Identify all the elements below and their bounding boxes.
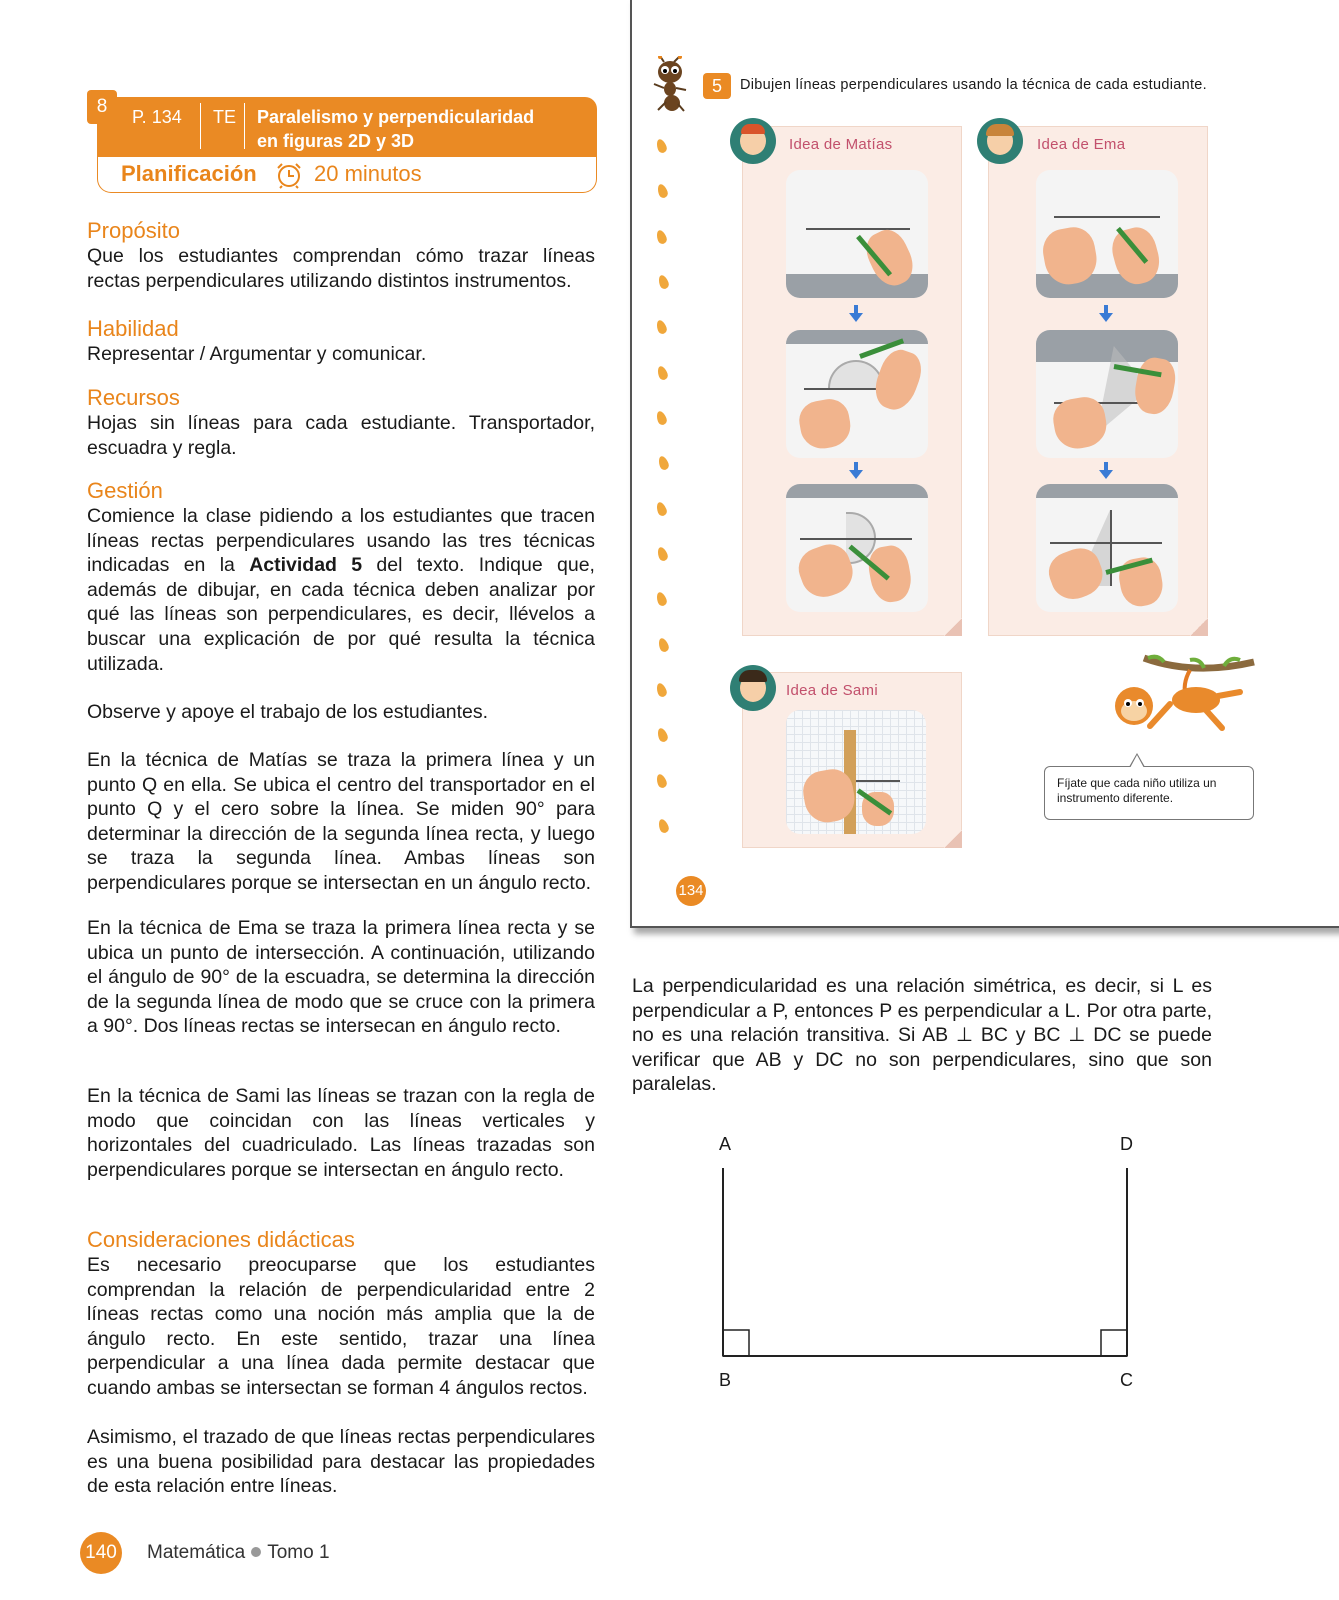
habilidad-text: Representar / Argumentar y comunicar. (87, 343, 427, 365)
ema-step-2-photo (1036, 330, 1178, 458)
arrow-down-icon (849, 313, 863, 322)
matias-step-1-photo (786, 170, 928, 298)
gestion-paragraph-5: En la técnica de Sami las líneas se trazan con la regla de modo que coincidan con las líneas verticales y horizontales del cuadriculado. Las líneas trazadas son perpendiculares porque se intersectan en ángulo recto. (87, 1085, 595, 1181)
gestion-paragraph-2: Observe y apoye el trabajo de los estudiantes. (87, 701, 489, 723)
gestion-paragraph-4: En la técnica de Ema se traza la primera línea recta y se ubica un punto de intersección. A continuación, utilizando el ángulo de 90° de la escuadra, se determina la dirección de la segunda línea de modo que se cruce con la primera a 90°. Dos líneas rectas se intersecan en ángulo recto. (87, 917, 595, 1038)
ant-mascot-icon (650, 56, 694, 112)
divider (244, 103, 245, 149)
planning-time: 20 minutos (314, 161, 422, 186)
habilidad-heading: Habilidad (87, 316, 179, 341)
sami-avatar (730, 665, 776, 711)
speech-bubble: Fíjate que cada niño utiliza un instrumento diferente. (1044, 766, 1254, 820)
planning-row (97, 157, 597, 193)
divider (200, 103, 201, 149)
monkey-mascot-icon (1104, 648, 1258, 748)
header-bar (97, 97, 597, 157)
card-ema-title: Idea de Ema (1037, 136, 1126, 153)
unit-badge: 8 (87, 90, 117, 124)
perpendicular-lines-diagram (715, 1160, 1135, 1360)
page-reference: P. 134 (132, 107, 182, 127)
point-label-d: D (1120, 1134, 1133, 1154)
activity-instruction: Dibujen líneas perpendiculares usando la técnica de cada estudiante. (740, 77, 1207, 93)
gestion-paragraph-3: En la técnica de Matías se traza la primera línea y un punto Q en ella. Se ubica el centro del transportador en el punto Q y el cero sobre la línea. Se miden 90° para determinar la dirección de la segunda línea recta, y luego se traza la segunda línea. Ambas líneas son perpendiculares porque se intersectan en un ángulo recto. (87, 749, 595, 894)
bullet-dot-icon (251, 1547, 261, 1557)
matias-avatar (730, 118, 776, 164)
arrow-down-icon (1099, 313, 1113, 322)
proposito-text: Que los estudiantes comprendan cómo trazar líneas rectas perpendiculares utilizando distintos instrumentos. (87, 245, 595, 292)
gestion-heading: Gestión (87, 478, 163, 503)
card-matias-title: Idea de Matías (789, 136, 893, 153)
sami-step-photo (786, 710, 926, 834)
planning-label: Planificación (121, 161, 257, 186)
text-type: TE (213, 107, 237, 127)
consideraciones-heading: Consideraciones didácticas (87, 1227, 355, 1252)
point-label-b: B (719, 1370, 732, 1390)
ema-step-1-photo (1036, 170, 1178, 298)
consideraciones-paragraph-2: Asimismo, el trazado de que líneas rectas perpendiculares es una buena posibilidad para destacar las propiedades de esta relación entre líneas. (87, 1426, 595, 1498)
page-number: 140 (80, 1532, 122, 1574)
point-label-c: C (1120, 1370, 1133, 1390)
book-page-number: 134 (676, 876, 706, 906)
arrow-down-icon (1099, 470, 1113, 479)
alarm-clock-icon (274, 161, 304, 189)
arrow-down-icon (849, 470, 863, 479)
proposito-heading: Propósito (87, 218, 180, 243)
recursos-heading: Recursos (87, 385, 180, 410)
point-label-a: A (719, 1134, 732, 1154)
lesson-title: Paralelismo y perpendicularidad en figuras 2D y 3D (257, 107, 535, 151)
footer-text: Matemática Tomo 1 (147, 1542, 330, 1563)
matias-step-3-photo (786, 484, 928, 612)
gestion-paragraph-1: Comience la clase pidiendo a los estudiantes que tracen líneas rectas perpendiculares usando las tres técnicas indicadas en la Actividad 5 del texto. Indique que, además de dibujar, en cada técnica deben analizar por qué las líneas son perpendiculares, es decir, llévelos a buscar una explicación de por qué resulta la técnica utilizada. (87, 505, 595, 675)
perpendicularity-note: La perpendicularidad es una relación simétrica, es decir, si L es perpendicular a P, entonces P es perpendicular a L. Por otra parte, no es una relación transitiva. Si AB ⊥ BC y BC ⊥ DC se puede verificar que AB y DC no son perpendiculares, sino que son paralelas. (632, 975, 1212, 1096)
card-sami-title: Idea de Sami (786, 682, 878, 699)
matias-step-2-photo (786, 330, 928, 458)
activity-number-badge: 5 (703, 73, 731, 99)
ema-avatar (977, 118, 1023, 164)
consideraciones-paragraph-1: Es necesario preocuparse que los estudiantes comprendan la relación de perpendicularidad entre 2 líneas rectas como una noción más amplia que la de ángulo recto. En este sentido, trazar una línea perpendicular a una línea dada permite destacar que cuando ambas se intersectan se forman 4 ángulos rectos. (87, 1254, 595, 1399)
recursos-text: Hojas sin líneas para cada estudiante. Transportador, escuadra y regla. (87, 412, 595, 459)
ema-step-3-photo (1036, 484, 1178, 612)
